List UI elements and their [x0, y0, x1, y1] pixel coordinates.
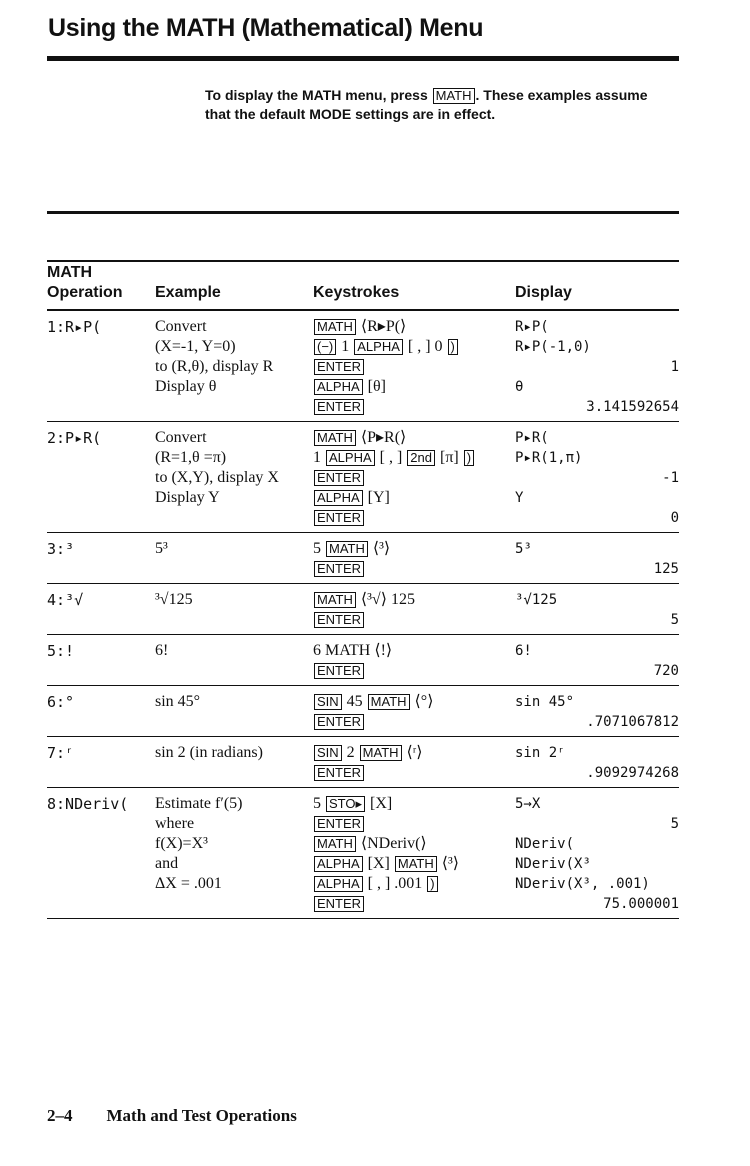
section-rule — [47, 211, 679, 214]
table-row — [47, 584, 679, 635]
keystroke-text: 45 — [342, 693, 367, 710]
calculator-key: MATH — [314, 592, 356, 608]
keystroke-line — [313, 377, 515, 397]
display-cell — [515, 422, 679, 533]
keystroke-text: ⟨³√⟩ 125 — [356, 591, 415, 608]
display-line: R▸P(-1,0) — [515, 339, 591, 355]
math-key: MATH — [433, 88, 475, 104]
table-top-rule — [47, 260, 679, 262]
example-line: Convert — [155, 429, 207, 446]
keystroke-text: [Y] — [363, 489, 390, 506]
operation-cell: 5:! — [47, 635, 155, 686]
calculator-key: ALPHA — [314, 856, 363, 872]
calculator-key: ALPHA — [314, 876, 363, 892]
display-line: 1 — [670, 359, 679, 375]
page-number: 2–4 — [47, 1106, 73, 1125]
keystroke-line — [313, 854, 515, 874]
example-line: sin 45° — [155, 693, 201, 710]
keystroke-line — [313, 397, 515, 417]
display-line: P▸R(1,π) — [515, 450, 583, 466]
keystroke-text: ⟨P▸R(⟩ — [356, 429, 407, 446]
page-footer — [47, 1106, 297, 1126]
keystroke-line — [313, 559, 515, 579]
operation-cell: 1:R▸P( — [47, 310, 155, 422]
header-keystrokes: Keystrokes — [313, 263, 515, 310]
keystroke-text: [ , ] 0 — [403, 338, 447, 355]
keystrokes-cell — [313, 584, 515, 635]
keystroke-line — [313, 661, 515, 681]
keystroke-text: ⟨ʳ⟩ — [402, 744, 423, 761]
calculator-key: ALPHA — [314, 490, 363, 506]
operation-cell: 6:° — [47, 686, 155, 737]
operation-cell: 8:NDeriv( — [47, 788, 155, 919]
calculator-key: ENTER — [314, 399, 364, 415]
keystroke-text: ⟨³⟩ — [437, 855, 460, 872]
keystroke-text: [π] — [436, 449, 463, 466]
calculator-key: ) — [427, 876, 437, 892]
display-line: .9092974268 — [586, 765, 679, 781]
example-line: Display θ — [155, 378, 217, 395]
display-line: NDeriv(X³, .001) — [515, 876, 650, 892]
calculator-key: SIN — [314, 694, 342, 710]
keystroke-line — [313, 712, 515, 732]
header-display: Display — [515, 263, 679, 310]
example-line: (X=-1, Y=0) — [155, 338, 236, 355]
keystroke-line — [313, 894, 515, 914]
keystroke-line — [313, 468, 515, 488]
calculator-key: ) — [464, 450, 474, 466]
keystrokes-cell — [313, 422, 515, 533]
display-line: -1 — [662, 470, 679, 486]
display-line: 0 — [670, 510, 679, 526]
table-row — [47, 635, 679, 686]
calculator-key: ENTER — [314, 510, 364, 526]
math-operations-table — [47, 263, 679, 919]
display-cell — [515, 737, 679, 788]
keystroke-line — [313, 743, 515, 763]
calculator-key: MATH — [395, 856, 437, 872]
keystroke-text: 1 — [337, 338, 354, 355]
display-line: θ — [515, 379, 524, 395]
display-line: 75.000001 — [603, 896, 679, 912]
example-line: to (R,θ), display R — [155, 358, 274, 375]
display-cell — [515, 635, 679, 686]
display-line: 6! — [515, 643, 532, 659]
example-line: ΔX = .001 — [155, 875, 222, 892]
example-line: Estimate f′(5) — [155, 795, 243, 812]
display-line: sin 45° — [515, 694, 575, 710]
keystrokes-cell — [313, 310, 515, 422]
keystroke-line — [313, 448, 515, 468]
keystroke-text: [θ] — [363, 378, 386, 395]
example-cell — [155, 737, 313, 788]
calculator-key: ENTER — [314, 470, 364, 486]
keystroke-text: 2 — [342, 744, 359, 761]
table-body — [47, 310, 679, 919]
keystroke-text: 1 — [313, 449, 325, 466]
calculator-key: ENTER — [314, 612, 364, 628]
keystrokes-cell — [313, 686, 515, 737]
display-line: .7071067812 — [586, 714, 679, 730]
keystroke-line — [313, 317, 515, 337]
operation-cell: 3:³ — [47, 533, 155, 584]
header-operation: MATH Operation — [47, 263, 155, 310]
title-rule — [47, 56, 679, 61]
keystroke-text: ⟨NDeriv(⟩ — [356, 835, 427, 852]
table-row — [47, 788, 679, 919]
display-cell — [515, 533, 679, 584]
calculator-key: ENTER — [314, 714, 364, 730]
calculator-key: ENTER — [314, 561, 364, 577]
keystroke-line — [313, 834, 515, 854]
keystroke-text: [X] — [366, 795, 393, 812]
example-line: and — [155, 855, 179, 872]
keystroke-text: 6 MATH ⟨!⟩ — [313, 642, 393, 659]
keystroke-line — [313, 874, 515, 894]
calculator-key: (−) — [314, 339, 336, 355]
calculator-key: ENTER — [314, 816, 364, 832]
display-line: 5 — [670, 816, 679, 832]
table-row — [47, 737, 679, 788]
example-line: sin 2 (in radians) — [155, 744, 263, 761]
keystroke-text: ⟨°⟩ — [410, 693, 434, 710]
example-line: Display Y — [155, 489, 220, 506]
intro-text — [205, 86, 675, 124]
section-title: Math and Test Operations — [106, 1106, 297, 1125]
example-line: 6! — [155, 642, 169, 659]
keystroke-line — [313, 763, 515, 783]
calculator-key: ENTER — [314, 663, 364, 679]
keystroke-text: [ , ] — [375, 449, 407, 466]
keystroke-text: 5 — [313, 540, 325, 557]
keystroke-line — [313, 539, 515, 559]
keystroke-line — [313, 590, 515, 610]
keystroke-text: [ , ] .001 — [363, 875, 427, 892]
keystrokes-cell — [313, 737, 515, 788]
calculator-key: ALPHA — [314, 379, 363, 395]
calculator-key: STO▸ — [326, 796, 365, 812]
example-line: ³√125 — [155, 591, 193, 608]
operation-cell: 2:P▸R( — [47, 422, 155, 533]
keystroke-line — [313, 357, 515, 377]
keystroke-line — [313, 814, 515, 834]
example-cell — [155, 635, 313, 686]
display-line: ³√125 — [515, 592, 558, 608]
keystroke-line — [313, 337, 515, 357]
calculator-key: ALPHA — [326, 450, 375, 466]
keystroke-line — [313, 488, 515, 508]
calculator-key: MATH — [314, 430, 356, 446]
calculator-key: ALPHA — [354, 339, 403, 355]
header-example: Example — [155, 263, 313, 310]
example-line: to (X,Y), display X — [155, 469, 279, 486]
display-line: NDeriv( — [515, 836, 575, 852]
example-line: 5³ — [155, 540, 168, 557]
keystroke-text: 5 — [313, 795, 325, 812]
keystrokes-cell — [313, 635, 515, 686]
example-cell — [155, 533, 313, 584]
display-line: P▸R( — [515, 430, 549, 446]
calculator-key: MATH — [314, 836, 356, 852]
calculator-key: ENTER — [314, 359, 364, 375]
intro-part1: To display the MATH menu, press — [205, 87, 428, 103]
keystroke-text: ⟨R▸P(⟩ — [356, 318, 407, 335]
example-line: f(X)=X³ — [155, 835, 208, 852]
display-cell — [515, 686, 679, 737]
display-line: sin 2ʳ — [515, 745, 566, 761]
keystroke-line — [313, 641, 515, 661]
table-row — [47, 310, 679, 422]
calculator-key: ) — [448, 339, 458, 355]
example-cell — [155, 422, 313, 533]
calculator-key: MATH — [360, 745, 402, 761]
display-line: 5³ — [515, 541, 532, 557]
page-title: Using the MATH (Mathematical) Menu — [48, 14, 484, 42]
calculator-key: MATH — [314, 319, 356, 335]
table-row — [47, 422, 679, 533]
operation-cell: 7:ʳ — [47, 737, 155, 788]
keystroke-line — [313, 610, 515, 630]
example-line: where — [155, 815, 195, 832]
display-cell — [515, 310, 679, 422]
keystroke-text: ⟨³⟩ — [368, 540, 391, 557]
calculator-key: ENTER — [314, 896, 364, 912]
table-row — [47, 533, 679, 584]
keystroke-line — [313, 794, 515, 814]
example-line: Convert — [155, 318, 207, 335]
display-line: 5→X — [515, 796, 541, 812]
display-cell — [515, 584, 679, 635]
display-line: 125 — [653, 561, 679, 577]
example-cell — [155, 310, 313, 422]
example-cell — [155, 788, 313, 919]
keystroke-text: [X] — [363, 855, 394, 872]
calculator-key: SIN — [314, 745, 342, 761]
keystroke-line — [313, 508, 515, 528]
table-header-row — [47, 263, 679, 310]
display-line: 3.141592654 — [586, 399, 679, 415]
table-row — [47, 686, 679, 737]
display-line: 5 — [670, 612, 679, 628]
calculator-key: MATH — [368, 694, 410, 710]
display-line: R▸P( — [515, 319, 549, 335]
example-cell — [155, 584, 313, 635]
intro-part2: . These examples assume that the default MODE settings are in effect. — [205, 87, 648, 122]
keystrokes-cell — [313, 788, 515, 919]
display-cell — [515, 788, 679, 919]
display-line: NDeriv(X³ — [515, 856, 591, 872]
calculator-key: ENTER — [314, 765, 364, 781]
display-line: Y — [515, 490, 524, 506]
example-cell — [155, 686, 313, 737]
example-line: (R=1,θ =π) — [155, 449, 227, 466]
display-line: 720 — [653, 663, 679, 679]
keystroke-line — [313, 428, 515, 448]
keystrokes-cell — [313, 533, 515, 584]
calculator-key: MATH — [326, 541, 368, 557]
keystroke-line — [313, 692, 515, 712]
calculator-key: 2nd — [407, 450, 435, 466]
operation-cell: 4:³√ — [47, 584, 155, 635]
